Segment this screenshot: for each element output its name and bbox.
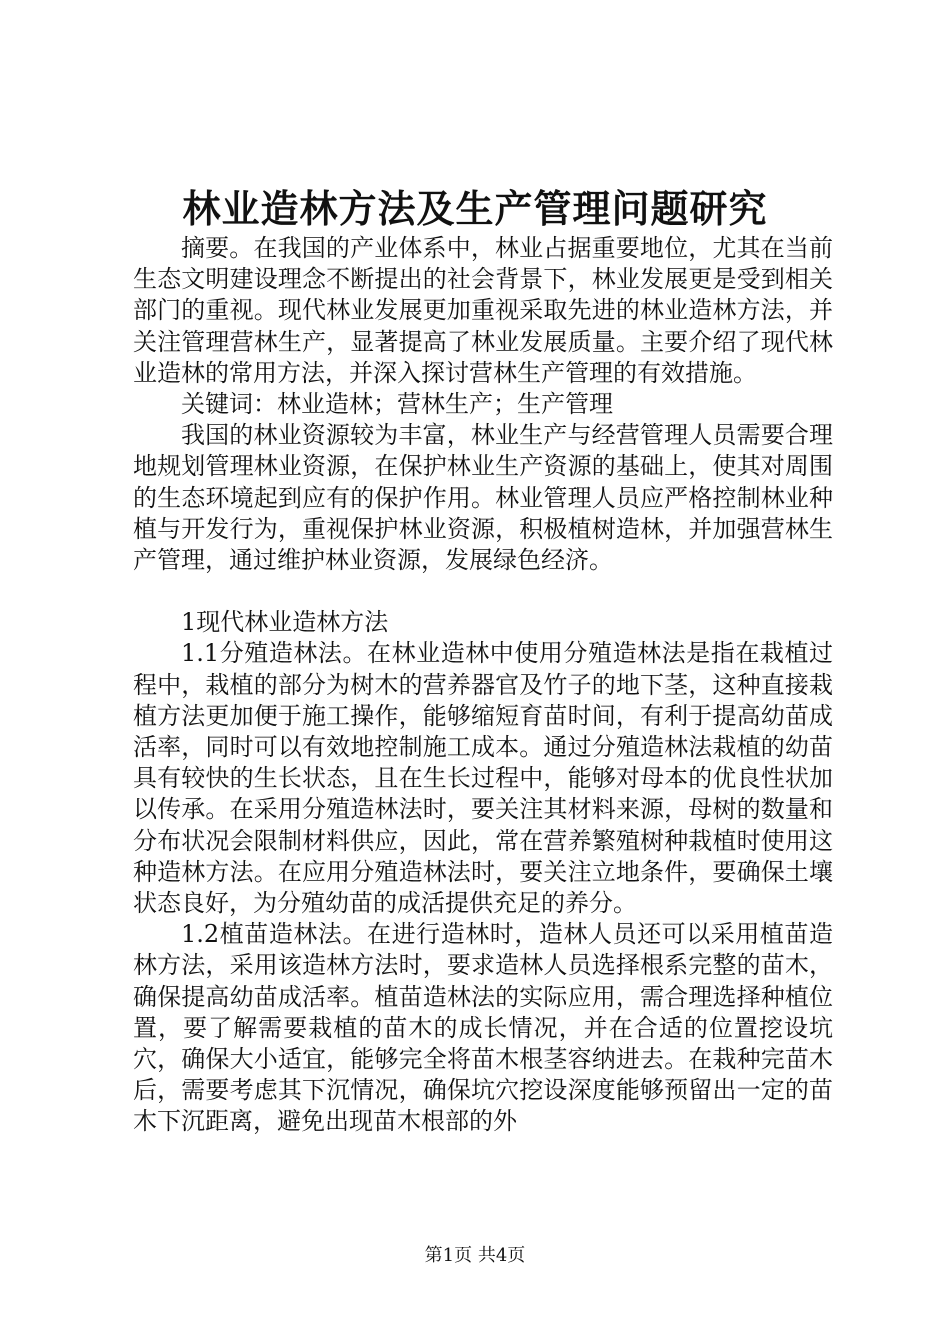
intro-paragraph: 我国的林业资源较为丰富，林业生产与经营管理人员需要合理地规划管理林业资源，在保护林业生产资源的基础上，使其对周围的生态环境起到应有的保护作用。林业管理人员应严格控制林业种植与开发行为，重视保护林业资源，积极植树造林，并加强营林生产管理，通过维护林业资源，发展绿色经济。	[133, 421, 833, 575]
section-1-1-paragraph: 1.1分殖造林法。在林业造林中使用分殖造林法是指在栽植过程中，栽植的部分为树木的营养器官及竹子的地下茎，这种直接栽植方法更加便于施工操作，能够缩短育苗时间，有利于提高幼苗成活率，同时可以有效地控制施工成本。通过分殖造林法栽植的幼苗具有较快的生长状态，且在生长过程中，能够对母本的优良性状加以传承。在采用分殖造林法时，要关注其材料来源，母树的数量和分布状况会限制材料供应，因此，常在营养繁殖树种栽植时使用这种造林方法。在应用分殖造林法时，要关注立地条件，要确保土壤状态良好，为分殖幼苗的成活提供充足的养分。	[133, 639, 833, 918]
document-body	[133, 233, 833, 1138]
section-1-2-paragraph: 1.2植苗造林法。在进行造林时，造林人员还可以采用植苗造林方法，采用该造林方法时，要求造林人员选择根系完整的苗木，确保提高幼苗成活率。植苗造林法的实际应用，需合理选择种植位置，要了解需要栽植的苗木的成长情况，并在合适的位置挖设坑穴，确保大小适宜，能够完全将苗木根茎容纳进去。在栽种完苗木后，需要考虑其下沉情况，确保坑穴挖设深度能够预留出一定的苗木下沉距离，避免出现苗木根部的外	[133, 920, 833, 1136]
abstract-paragraph: 摘要。在我国的产业体系中，林业占据重要地位，尤其在当前生态文明建设理念不断提出的社会背景下，林业发展更是受到相关部门的重视。现代林业发展更加重视采取先进的林业造林方法，并关注管理营林生产，显著提高了林业发展质量。主要介绍了现代林业造林的常用方法，并深入探讨营林生产管理的有效措施。	[133, 234, 833, 387]
page-number-footer: 第1页 共4页	[424, 1245, 526, 1266]
section-heading-1: 1现代林业造林方法	[181, 608, 389, 637]
document-title: 林业造林方法及生产管理问题研究	[182, 186, 768, 231]
keywords-paragraph: 关键词：林业造林；营林生产；生产管理	[181, 390, 613, 419]
